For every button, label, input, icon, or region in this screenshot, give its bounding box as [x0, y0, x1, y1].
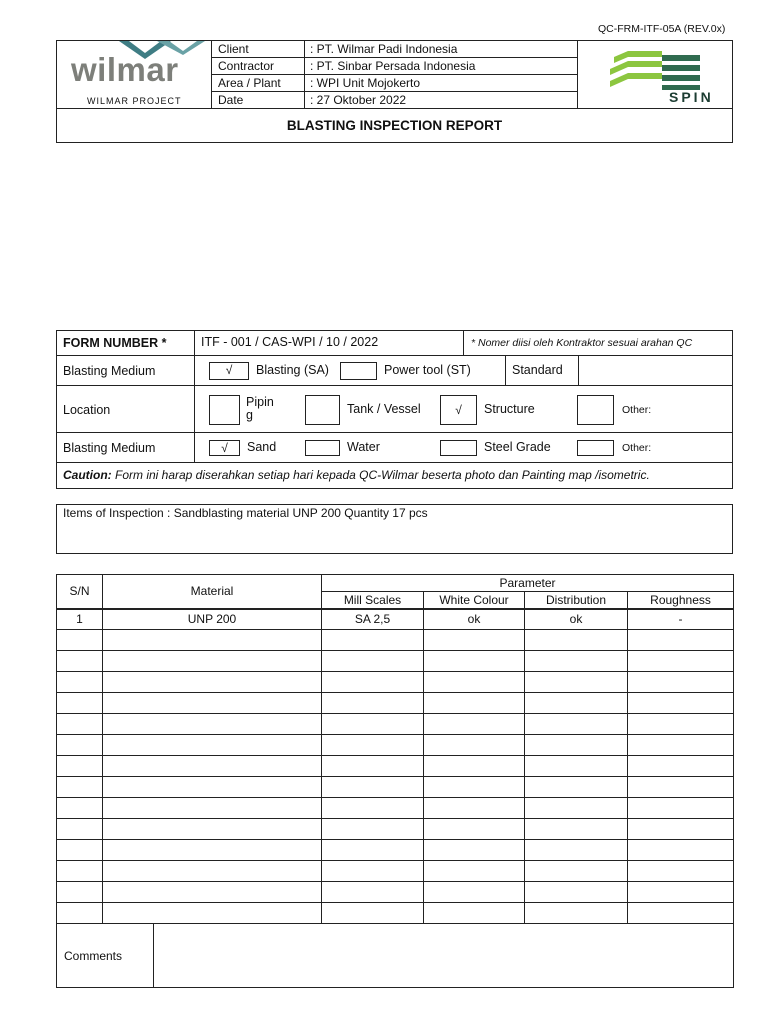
- cell-mill-scales[interactable]: [322, 840, 424, 861]
- info-value: : PT. Sinbar Persada Indonesia: [304, 58, 578, 74]
- report-header: [56, 40, 733, 143]
- cell-white-colour[interactable]: [424, 777, 525, 798]
- caution-bold: Caution:: [63, 468, 112, 482]
- structure-label: Structure: [484, 402, 535, 416]
- cell-distribution[interactable]: [525, 777, 628, 798]
- cell-material[interactable]: [103, 903, 322, 924]
- header-info: [212, 41, 578, 108]
- table-row: [57, 609, 734, 630]
- cell-white-colour[interactable]: [424, 819, 525, 840]
- cell-sn[interactable]: [57, 651, 103, 672]
- cell-mill-scales[interactable]: SA 2,5: [322, 609, 424, 630]
- cell-sn[interactable]: [57, 756, 103, 777]
- caution-row: [57, 463, 732, 488]
- wilmar-logo-text: wilmar: [71, 51, 179, 88]
- cell-roughness[interactable]: [628, 861, 734, 882]
- medium-label: Blasting Medium: [63, 441, 156, 455]
- cell-roughness[interactable]: [628, 903, 734, 924]
- cell-sn[interactable]: [57, 861, 103, 882]
- cell-material[interactable]: [103, 714, 322, 735]
- info-row-area: [212, 75, 578, 92]
- info-label: Client: [218, 42, 249, 56]
- cell-white-colour[interactable]: ok: [424, 609, 525, 630]
- table-row: [57, 630, 734, 651]
- cell-material[interactable]: [103, 651, 322, 672]
- cell-material[interactable]: UNP 200: [103, 609, 322, 630]
- tank-vessel-checkbox[interactable]: [305, 395, 340, 425]
- cell-white-colour[interactable]: [424, 798, 525, 819]
- steel-grade-checkbox[interactable]: [440, 440, 477, 456]
- cell-material[interactable]: [103, 672, 322, 693]
- table-row: [57, 882, 734, 903]
- cell-white-colour[interactable]: [424, 735, 525, 756]
- water-label: Water: [347, 440, 380, 454]
- cell-sn[interactable]: [57, 903, 103, 924]
- comments-label: Comments: [57, 924, 154, 988]
- blasting-sa-checkbox[interactable]: √: [209, 362, 249, 380]
- cell-roughness[interactable]: [628, 882, 734, 903]
- tank-vessel-label: Tank / Vessel: [347, 402, 421, 416]
- cell-roughness[interactable]: [628, 735, 734, 756]
- comments-field[interactable]: [154, 924, 734, 988]
- cell-sn[interactable]: 1: [57, 609, 103, 630]
- cell-material[interactable]: [103, 735, 322, 756]
- cell-distribution[interactable]: [525, 798, 628, 819]
- cell-sn[interactable]: [57, 693, 103, 714]
- info-row-contractor: [212, 58, 578, 75]
- items-of-inspection-text: Items of Inspection : Sandblasting material UNP 200 Quantity 17 pcs: [63, 506, 428, 520]
- cell-distribution[interactable]: [525, 903, 628, 924]
- cell-roughness[interactable]: [628, 756, 734, 777]
- cell-mill-scales[interactable]: [322, 651, 424, 672]
- cell-sn[interactable]: [57, 819, 103, 840]
- cell-sn[interactable]: [57, 735, 103, 756]
- table-row: [57, 840, 734, 861]
- cell-roughness[interactable]: [628, 798, 734, 819]
- cell-roughness[interactable]: [628, 693, 734, 714]
- cell-distribution[interactable]: [525, 819, 628, 840]
- cell-material[interactable]: [103, 777, 322, 798]
- table-row: [57, 861, 734, 882]
- cell-roughness[interactable]: [628, 714, 734, 735]
- comments-row: [57, 924, 734, 988]
- report-title: BLASTING INSPECTION REPORT: [57, 108, 732, 142]
- cell-distribution[interactable]: [525, 840, 628, 861]
- cell-material[interactable]: [103, 798, 322, 819]
- sand-label: Sand: [247, 440, 277, 454]
- cell-mill-scales[interactable]: [322, 882, 424, 903]
- cell-sn[interactable]: [57, 777, 103, 798]
- caution-body: Form ini harap diserahkan setiap hari kepada QC-Wilmar beserta photo dan Painting map /isometric.: [111, 468, 650, 482]
- material-header: Material: [103, 575, 322, 609]
- power-tool-label: Power tool (ST): [384, 363, 471, 377]
- location-other-checkbox[interactable]: [577, 395, 614, 425]
- mill-scales-header: Mill Scales: [322, 592, 424, 609]
- cell-white-colour[interactable]: [424, 840, 525, 861]
- cell-material[interactable]: [103, 882, 322, 903]
- cell-roughness[interactable]: [628, 651, 734, 672]
- form-grid: [56, 330, 733, 489]
- info-value: : 27 Oktober 2022: [304, 92, 578, 108]
- info-row-date: [212, 92, 578, 108]
- method-row: [57, 356, 732, 386]
- cell-distribution[interactable]: ok: [525, 609, 628, 630]
- form-number-row: [57, 331, 732, 356]
- roughness-header: Roughness: [628, 592, 734, 609]
- structure-checkbox[interactable]: √: [440, 395, 477, 425]
- cell-material[interactable]: [103, 630, 322, 651]
- table-row: [57, 693, 734, 714]
- cell-sn[interactable]: [57, 714, 103, 735]
- cell-sn[interactable]: [57, 672, 103, 693]
- info-label: Date: [218, 93, 244, 107]
- power-tool-checkbox[interactable]: [340, 362, 377, 380]
- standard-label: Standard: [512, 363, 563, 377]
- cell-roughness[interactable]: -: [628, 609, 734, 630]
- form-code: QC-FRM-ITF-05A (REV.0x): [598, 23, 726, 35]
- cell-sn[interactable]: [57, 630, 103, 651]
- water-checkbox[interactable]: [305, 440, 340, 456]
- cell-white-colour[interactable]: [424, 672, 525, 693]
- white-colour-header: White Colour: [424, 592, 525, 609]
- medium-row: [57, 433, 732, 463]
- table-row: [57, 756, 734, 777]
- cell-white-colour[interactable]: [424, 903, 525, 924]
- cell-roughness[interactable]: [628, 819, 734, 840]
- blasting-sa-label: Blasting (SA): [256, 363, 329, 377]
- cell-white-colour[interactable]: [424, 630, 525, 651]
- form-number-label: FORM NUMBER *: [63, 336, 167, 350]
- table-row: [57, 819, 734, 840]
- cell-mill-scales[interactable]: [322, 861, 424, 882]
- cell-white-colour[interactable]: [424, 714, 525, 735]
- info-value: : WPI Unit Mojokerto: [304, 75, 578, 91]
- medium-other-label: Other:: [622, 442, 652, 454]
- info-label: Contractor: [218, 59, 275, 73]
- cell-distribution[interactable]: [525, 756, 628, 777]
- cell-sn[interactable]: [57, 798, 103, 819]
- table-row: [57, 735, 734, 756]
- steel-grade-label: Steel Grade: [484, 440, 551, 454]
- contractor-logo: [578, 41, 733, 108]
- table-row: [57, 798, 734, 819]
- cell-white-colour[interactable]: [424, 693, 525, 714]
- cell-white-colour[interactable]: [424, 756, 525, 777]
- parameter-header: Parameter: [322, 575, 734, 592]
- location-label: Location: [63, 403, 111, 417]
- cell-white-colour[interactable]: [424, 651, 525, 672]
- cell-mill-scales[interactable]: [322, 819, 424, 840]
- location-other-label: Other:: [622, 404, 652, 416]
- cell-distribution[interactable]: [525, 630, 628, 651]
- cell-mill-scales[interactable]: [322, 903, 424, 924]
- items-of-inspection[interactable]: [56, 504, 733, 554]
- cell-material[interactable]: [103, 693, 322, 714]
- sand-checkbox[interactable]: √: [209, 440, 240, 456]
- cell-roughness[interactable]: [628, 672, 734, 693]
- client-logo: [57, 41, 212, 108]
- form-number-note: * Nomer diisi oleh Kontraktor sesuai arahan QC: [471, 337, 693, 349]
- cell-mill-scales[interactable]: [322, 798, 424, 819]
- cell-mill-scales[interactable]: [322, 756, 424, 777]
- cell-distribution[interactable]: [525, 861, 628, 882]
- table-row: [57, 777, 734, 798]
- table-header-row: [57, 575, 734, 592]
- info-value: : PT. Wilmar Padi Indonesia: [304, 41, 578, 57]
- cell-distribution[interactable]: [525, 735, 628, 756]
- cell-material[interactable]: [103, 756, 322, 777]
- table-row: [57, 714, 734, 735]
- cell-distribution[interactable]: [525, 882, 628, 903]
- cell-mill-scales[interactable]: [322, 672, 424, 693]
- cell-distribution[interactable]: [525, 651, 628, 672]
- table-row: [57, 672, 734, 693]
- cell-distribution[interactable]: [525, 714, 628, 735]
- table-row: [57, 651, 734, 672]
- cell-roughness[interactable]: [628, 777, 734, 798]
- method-label: Blasting Medium: [63, 364, 156, 378]
- table-row: [57, 903, 734, 924]
- inspection-table: [56, 574, 734, 988]
- distribution-header: Distribution: [525, 592, 628, 609]
- cell-roughness[interactable]: [628, 840, 734, 861]
- cell-mill-scales[interactable]: [322, 693, 424, 714]
- medium-other-checkbox[interactable]: [577, 440, 614, 456]
- cell-material[interactable]: [103, 819, 322, 840]
- cell-mill-scales[interactable]: [322, 630, 424, 651]
- cell-mill-scales[interactable]: [322, 735, 424, 756]
- caution-text: [63, 468, 650, 482]
- cell-sn[interactable]: [57, 882, 103, 903]
- cell-mill-scales[interactable]: [322, 777, 424, 798]
- cell-distribution[interactable]: [525, 672, 628, 693]
- info-row-client: [212, 41, 578, 58]
- cell-white-colour[interactable]: [424, 882, 525, 903]
- cell-roughness[interactable]: [628, 630, 734, 651]
- cell-material[interactable]: [103, 861, 322, 882]
- sn-header: S/N: [57, 575, 103, 609]
- spin-logo-text: SPIN: [669, 89, 714, 105]
- info-label: Area / Plant: [218, 76, 281, 90]
- wilmar-logo-caption: WILMAR PROJECT: [87, 96, 182, 106]
- piping-checkbox[interactable]: [209, 395, 240, 425]
- location-row: [57, 386, 732, 433]
- cell-white-colour[interactable]: [424, 861, 525, 882]
- cell-mill-scales[interactable]: [322, 714, 424, 735]
- cell-distribution[interactable]: [525, 693, 628, 714]
- piping-label: Pipin g: [246, 395, 274, 422]
- form-number-value[interactable]: ITF - 001 / CAS-WPI / 10 / 2022: [201, 335, 379, 349]
- cell-sn[interactable]: [57, 840, 103, 861]
- cell-material[interactable]: [103, 840, 322, 861]
